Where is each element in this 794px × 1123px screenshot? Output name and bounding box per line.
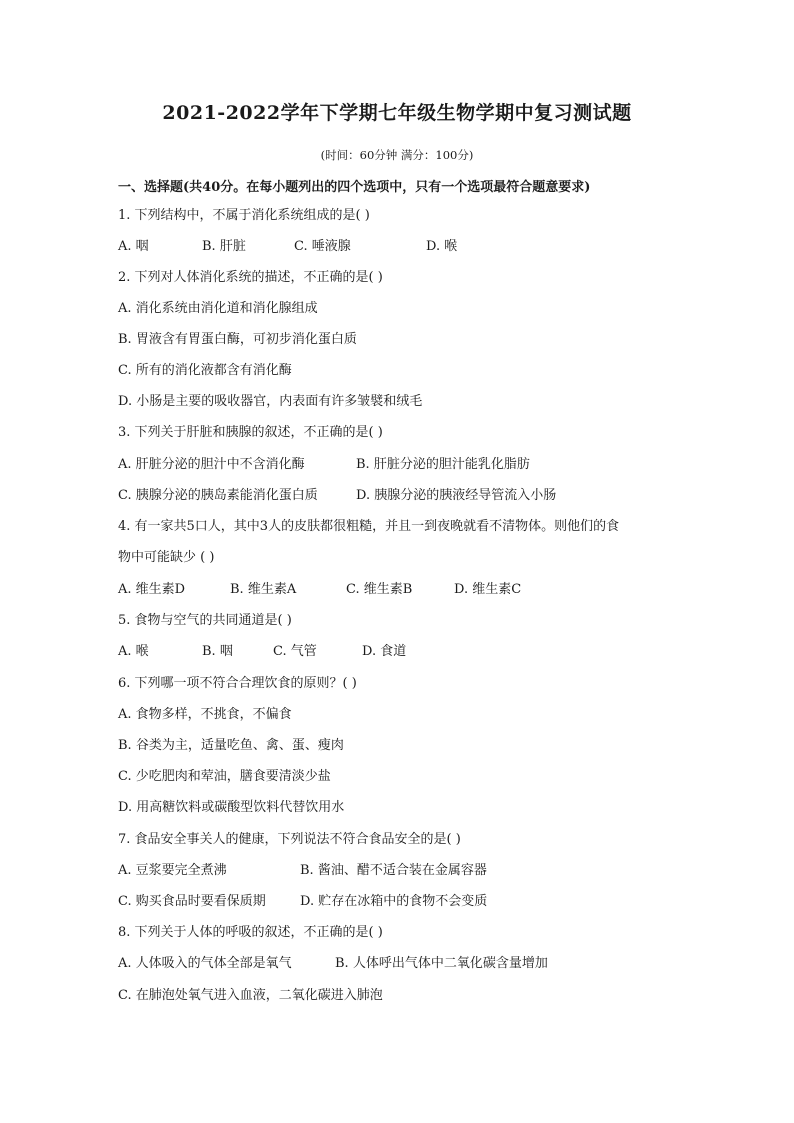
question-4-option-c: C. 维生素B: [346, 582, 413, 597]
question-7-option-c: C. 购买食品时要看保质期: [118, 894, 266, 909]
question-4-stem-line-1: 4. 有一家共5口人，其中3人的皮肤都很粗糙，并且一到夜晚就看不清物体。则他们的食: [118, 519, 620, 534]
question-6-option-a: A. 食物多样，不挑食，不偏食: [118, 707, 292, 722]
question-6-stem: 6. 下列哪一项不符合合理饮食的原则？( ): [118, 676, 357, 691]
question-2-option-a: A. 消化系统由消化道和消化腺组成: [118, 301, 318, 316]
question-7-stem: 7. 食品安全事关人的健康，下列说法不符合食品安全的是( ): [118, 832, 461, 847]
question-5-option-c: C. 气管: [273, 644, 317, 659]
question-8-option-a: A. 人体吸入的气体全部是氧气: [118, 956, 292, 971]
question-1-stem: 1. 下列结构中，不属于消化系统组成的是( ): [118, 208, 370, 223]
question-1-option-d: D. 喉: [426, 239, 458, 254]
question-3-stem: 3. 下列关于肝脏和胰腺的叙述，不正确的是( ): [118, 425, 383, 440]
question-8-option-c: C. 在肺泡处氧气进入血液，二氧化碳进入肺泡: [118, 988, 383, 1003]
question-3-option-c: C. 胰腺分泌的胰岛素能消化蛋白质: [118, 488, 318, 503]
question-4-option-b: B. 维生素A: [230, 582, 297, 597]
question-2-option-d: D. 小肠是主要的吸收器官，内表面有许多皱襞和绒毛: [118, 394, 423, 409]
question-2-stem: 2. 下列对人体消化系统的描述，不正确的是( ): [118, 270, 383, 285]
question-5-option-d: D. 食道: [362, 644, 407, 659]
question-3-option-a: A. 肝脏分泌的胆汁中不含消化酶: [118, 457, 305, 472]
question-7-option-b: B. 酱油、醋不适合装在金属容器: [300, 863, 487, 878]
question-6-option-c: C. 少吃肥肉和荤油，膳食要清淡少盐: [118, 769, 331, 784]
exam-time-score: (时间：60分钟 满分：100分): [320, 148, 474, 162]
question-4-option-a: A. 维生素D: [118, 582, 186, 597]
question-3-options-row-1: [118, 456, 678, 474]
question-5-option-a: A. 喉: [118, 644, 149, 659]
question-7-options-row-2: [118, 893, 678, 911]
question-7-option-d: D. 贮存在冰箱中的食物不会变质: [300, 894, 488, 909]
question-2-option-b: B. 胃液含有胃蛋白酶，可初步消化蛋白质: [118, 332, 357, 347]
question-3-option-b: B. 肝脏分泌的胆汁能乳化脂肪: [356, 457, 530, 472]
question-8-option-b: B. 人体呼出气体中二氧化碳含量增加: [335, 956, 548, 971]
question-5-option-b: B. 咽: [202, 644, 233, 659]
question-1-option-c: C. 唾液腺: [294, 239, 351, 254]
question-4-stem-line-2: 物中可能缺少 ( ): [118, 550, 215, 565]
question-4-option-d: D. 维生素C: [454, 582, 522, 597]
question-1-option-b: B. 肝脏: [202, 239, 246, 254]
section-heading: 一、选择题(共40分。在每小题列出的四个选项中，只有一个选项最符合题意要求): [118, 180, 591, 195]
question-2-option-c: C. 所有的消化液都含有消化酶: [118, 363, 292, 378]
question-1-options: [118, 238, 678, 256]
question-1-option-a: A. 咽: [118, 239, 149, 254]
question-3-options-row-2: [118, 487, 678, 505]
question-5-options: [118, 643, 678, 661]
page-title: 2021-2022学年下学期七年级生物学期中复习测试题: [162, 102, 632, 124]
question-7-options-row-1: [118, 862, 678, 880]
question-8-options-row-1: [118, 955, 678, 973]
question-6-option-d: D. 用高糖饮料或碳酸型饮料代替饮用水: [118, 800, 345, 815]
question-7-option-a: A. 豆浆要完全煮沸: [118, 863, 227, 878]
question-5-stem: 5. 食物与空气的共同通道是( ): [118, 613, 292, 628]
question-8-stem: 8. 下列关于人体的呼吸的叙述，不正确的是( ): [118, 925, 383, 940]
question-6-option-b: B. 谷类为主，适量吃鱼、禽、蛋、瘦肉: [118, 738, 344, 753]
question-3-option-d: D. 胰腺分泌的胰液经导管流入小肠: [356, 488, 557, 503]
question-4-options: [118, 581, 678, 599]
